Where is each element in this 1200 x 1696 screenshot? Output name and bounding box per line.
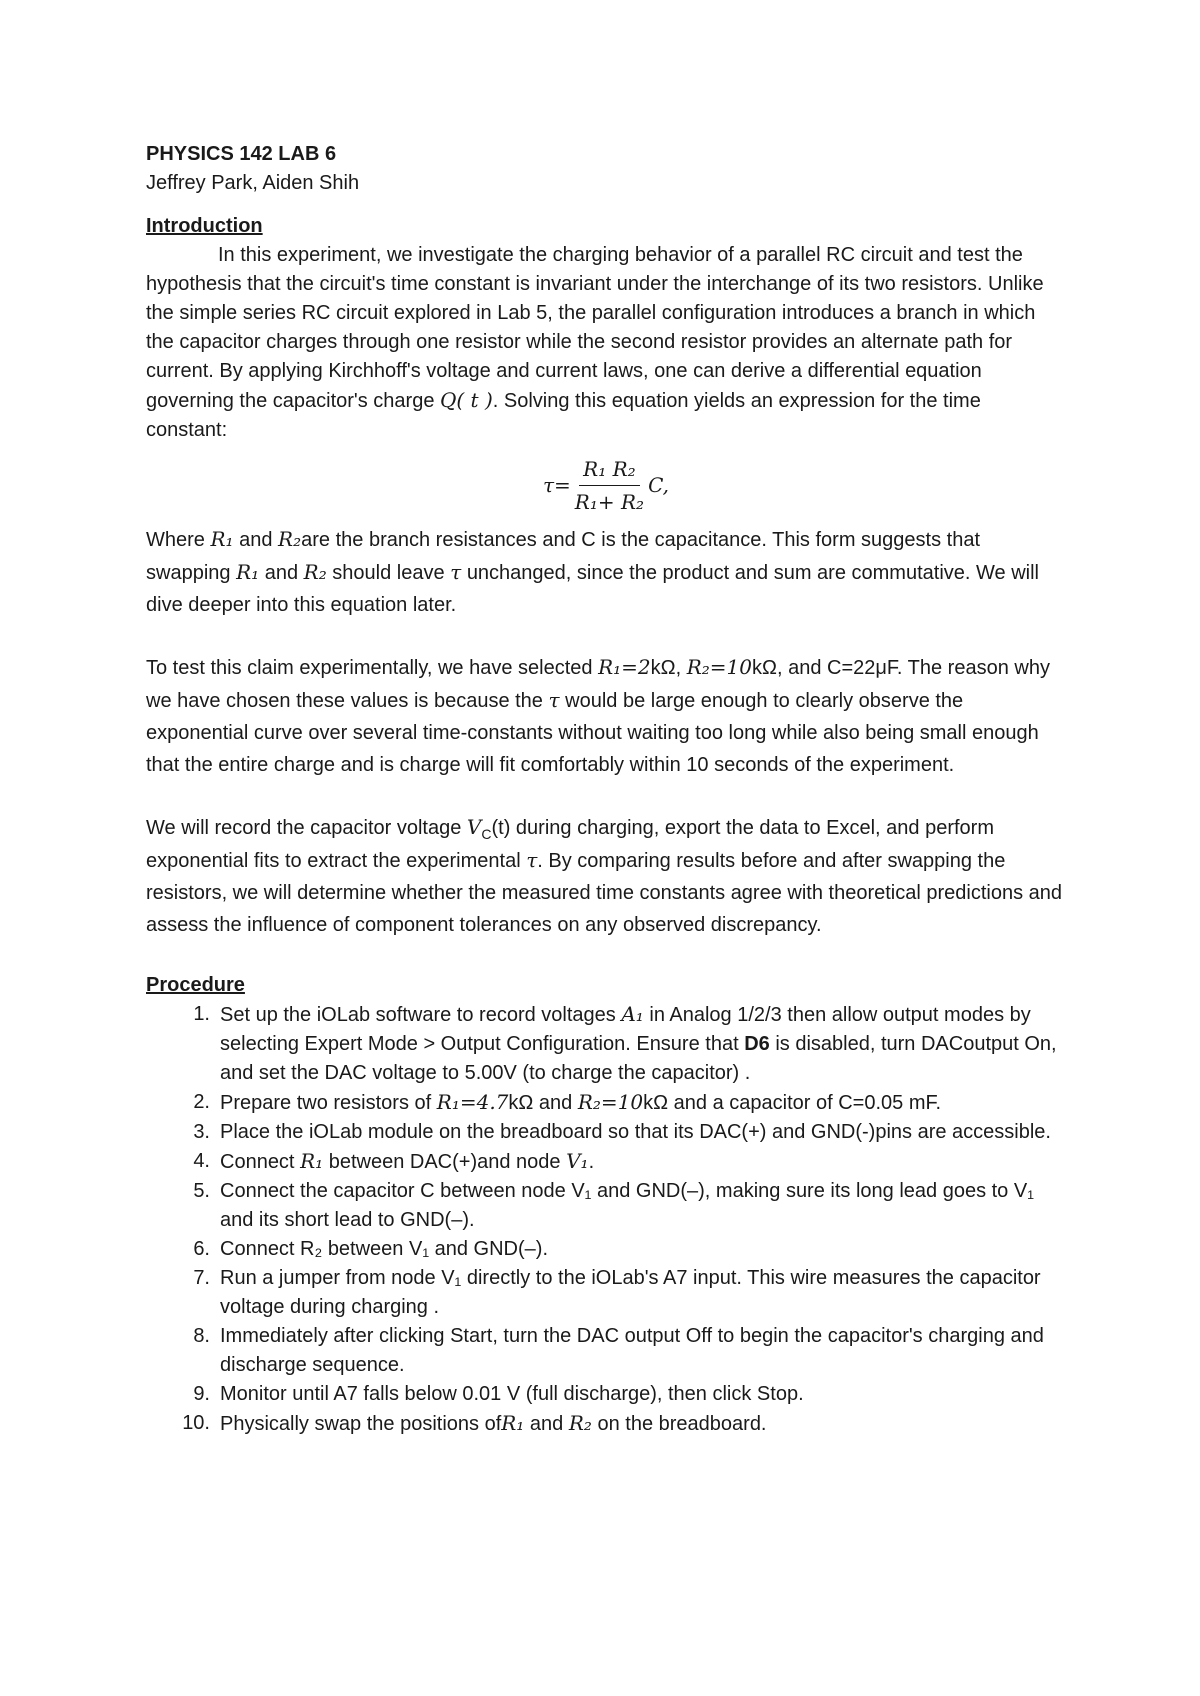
intro-paragraph-4: We will record the capacitor voltage $V_C(t)$ during charging, export the data to Excel, and perform exponential fits to extract the experimental τ. By comparing results before and after swapping the resistors, we will determine whether the measured time constants agree with theoretical predictions and assess the influence of component tolerances on any observed discrepancy. xyxy=(146,815,1062,936)
intro-paragraph-1: In this experiment, we investigate the charging behavior of a parallel RC circuit and test the hypothesis that the circuit's time constant is invariant under the interchange of its two resistors. Unlike the simple series RC circuit explored in Lab 5, the parallel configuration introduces a branch in which the capacitor charges through one resistor while the second resistor provides an alternate path for current. By applying Kirchhoff's voltage and current laws, one can derive a differential equation governing the capacitor's charge Q( t ). Solving this equation yields an expression for the time constant: xyxy=(146,244,1044,441)
document-page xyxy=(146,140,1066,1439)
list-item: 2. Prepare two resistors of R₁=4.7kΩ and R₂=10kΩ and a capacitor of C=0.05 mF. xyxy=(193,1090,942,1114)
list-item: 4. Connect R₁ between DAC(+)and node V₁. xyxy=(193,1149,595,1173)
document-title: PHYSICS 142 LAB 6 xyxy=(146,143,337,165)
intro-paragraph-3: To test this claim experimentally, we have selected R₁=2kΩ, R₂=10kΩ, and C=22μF. The reason why we have chosen these values is because the τ would be large enough to clearly observe the exponential curve over several time-constants without waiting too long while also being small enough that the entire charge and is charge will fit comfortably within 10 seconds of the experiment. xyxy=(146,655,1050,776)
equation-fraction xyxy=(575,455,644,516)
equation-lhs: τ= xyxy=(542,472,571,497)
list-item: 7. Run a jumper from node V₁ directly to the iOLab's A7 input. This wire measures the capacitor voltage during charging . xyxy=(193,1267,1041,1318)
list-item: 10. Physically swap the positions ofR₁ and R₂ on the breadboard. xyxy=(182,1411,767,1435)
procedure-list xyxy=(146,1000,1066,1439)
equation-numerator: R₁ R₂ xyxy=(579,455,640,486)
equation-rhs: C, xyxy=(648,472,670,497)
charge-symbol: Q( t ) xyxy=(440,388,493,412)
list-item: 5. Connect the capacitor C between node V₁ and GND(–), making sure its long lead goes to V₁ and its short lead to GND(–). xyxy=(193,1180,1034,1231)
list-item: 8. Immediately after clicking Start, turn the DAC output Off to begin the capacitor's charging and discharge sequence. xyxy=(193,1325,1044,1376)
list-item: 6. Connect R₂ between V₁ and GND(–). xyxy=(193,1238,548,1260)
introduction-heading: Introduction xyxy=(146,215,263,237)
intro-paragraph-2: Where R₁ and R₂are the branch resistances and C is the capacitance. This form suggests that swapping R₁ and R₂ should leave τ unchanged, since the product and sum are commutative. We will dive deeper into this equation later. xyxy=(146,527,1039,616)
time-constant-equation xyxy=(146,449,1066,521)
procedure-heading: Procedure xyxy=(146,974,245,996)
list-item: 9. Monitor until A7 falls below 0.01 V (full discharge), then click Stop. xyxy=(193,1383,804,1405)
author-line: Jeffrey Park, Aiden Shih xyxy=(146,172,360,194)
equation-denominator: R₁+ R₂ xyxy=(574,489,645,514)
list-item: 3. Place the iOLab module on the breadboard so that its DAC(+) and GND(-)pins are accessible. xyxy=(193,1121,1051,1143)
list-item: 1. Set up the iOLab software to record voltages A₁ in Analog 1/2/3 then allow output modes by selecting Expert Mode > Output Configuration. Ensure that D6 is disabled, turn DACoutput On, and set the DAC voltage to 5.00V (to charge the capacitor) . xyxy=(193,1002,1057,1084)
